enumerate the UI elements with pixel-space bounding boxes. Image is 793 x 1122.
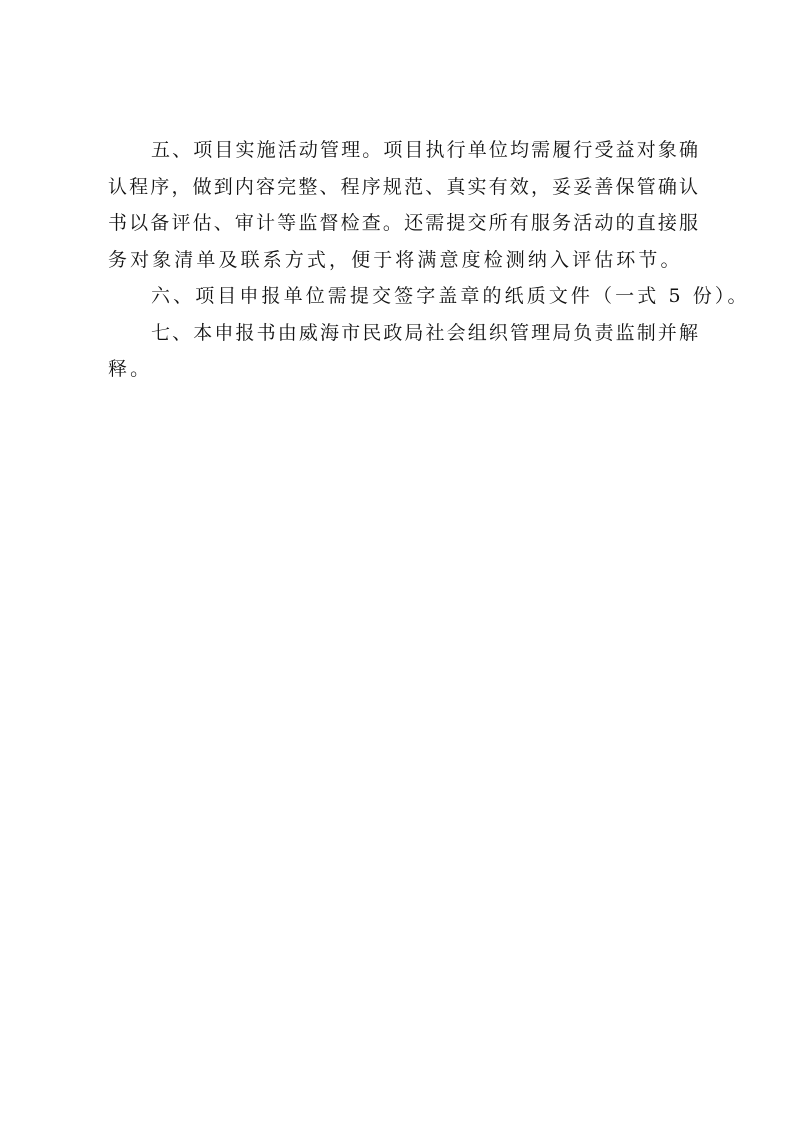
paragraph-item-6	[108, 278, 750, 315]
paragraph-line: 认程序，做到内容完整、程序规范、真实有效，妥妥善保管确认	[108, 175, 698, 198]
paragraph-line: 书以备评估、审计等监督检查。还需提交所有服务活动的直接服	[108, 212, 698, 234]
paragraph-line: 务对象清单及联系方式，便于将满意度检测纳入评估环节。	[108, 248, 683, 271]
document-body	[108, 132, 750, 388]
paragraph-line: 七、本申报书由威海市民政局社会组织管理局负责监制并解	[151, 321, 698, 344]
paragraph-line: 六、项目申报单位需提交签字盖章的纸质文件（一式 5 份）。	[151, 285, 750, 307]
paragraph-line: 五、项目实施活动管理。项目执行单位均需履行受益对象确	[151, 139, 698, 161]
paragraph-item-5	[108, 132, 698, 278]
paragraph-line: 释。	[108, 358, 153, 380]
paragraph-item-7	[108, 315, 698, 388]
